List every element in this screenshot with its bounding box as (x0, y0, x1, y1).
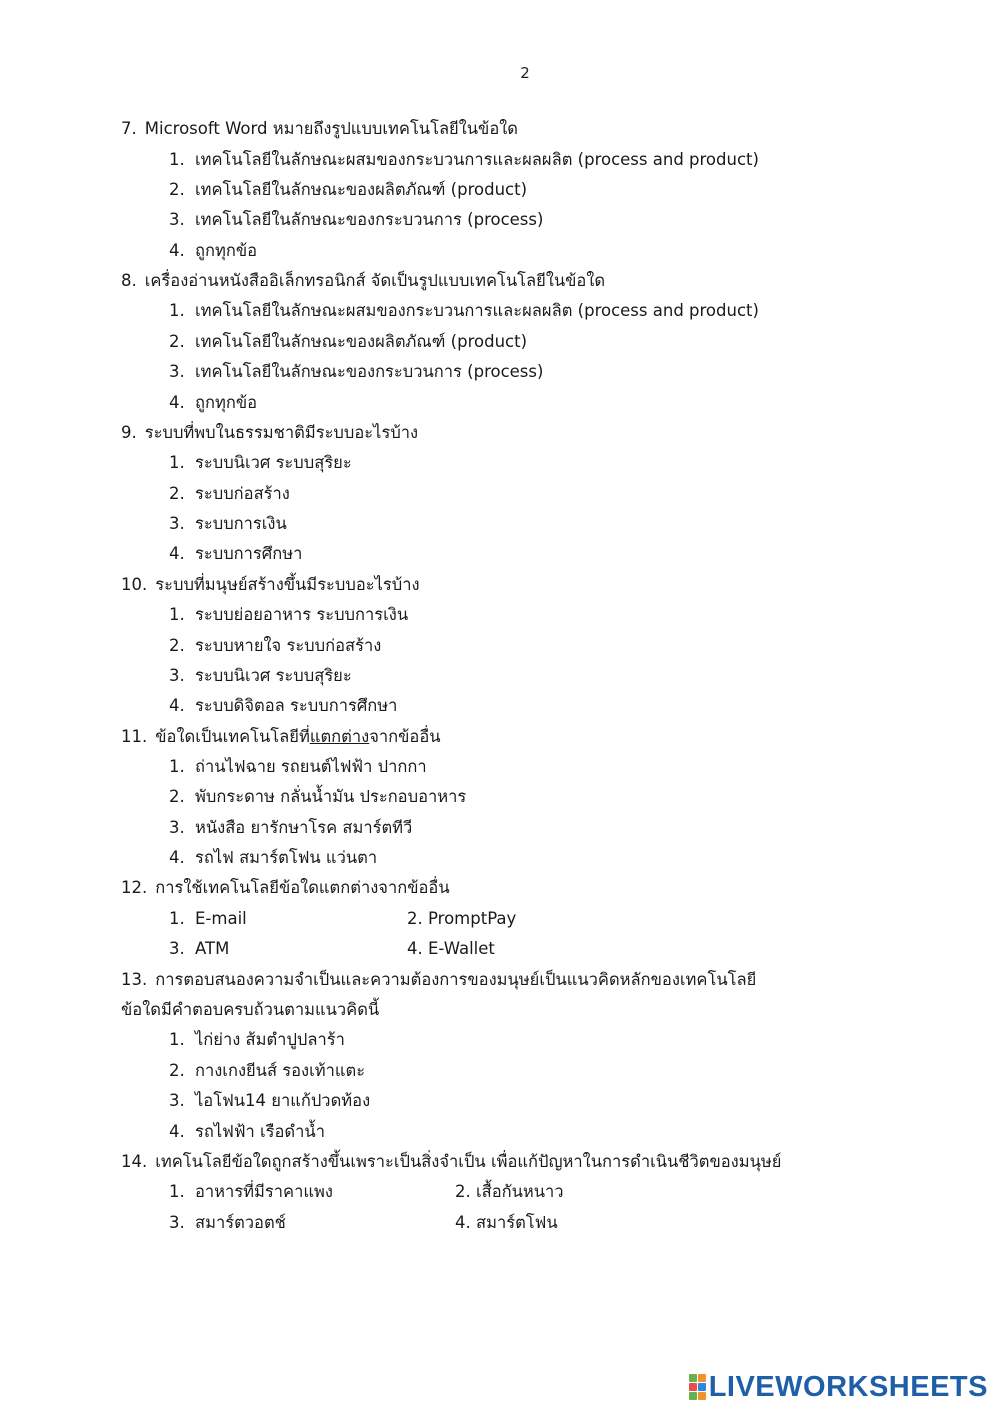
option-12-4[interactable] (407, 938, 495, 960)
option-text: ATM (195, 939, 230, 958)
option-text: ระบบหายใจ ระบบก่อสร้าง (195, 636, 382, 655)
option-text: ระบบก่อสร้าง (195, 484, 290, 503)
question-text-underlined: แตกต่าง (309, 727, 370, 746)
question-12 (121, 877, 450, 899)
option-text: สมาร์ตโฟน (476, 1213, 558, 1232)
option-text: ระบบนิเวศ ระบบสุริยะ (195, 666, 352, 685)
option-text: ไอโฟน14 ยาแก้ปวดท้อง (195, 1091, 371, 1110)
option-10-2[interactable] (169, 635, 381, 657)
option-number: 3. (169, 666, 185, 685)
question-text-after: จากข้ออื่น (369, 727, 441, 746)
option-number: 3. (169, 1091, 185, 1110)
option-number: 3. (169, 818, 185, 837)
option-text: E-mail (195, 909, 247, 928)
option-number: 1. (169, 909, 185, 928)
option-9-1[interactable] (169, 452, 352, 474)
option-number: 1. (169, 757, 185, 776)
question-number: 7. (121, 119, 137, 138)
option-text: อาหารที่มีราคาแพง (195, 1182, 333, 1201)
option-text: รถไฟฟ้า เรือดำน้ำ (195, 1122, 325, 1141)
option-number: 2. (169, 332, 185, 351)
question-11 (121, 726, 441, 748)
logo-tile-icon (698, 1374, 706, 1382)
question-number: 9. (121, 423, 137, 442)
option-number: 1. (169, 1030, 185, 1049)
option-8-1[interactable] (169, 300, 759, 322)
option-number: 3. (169, 939, 185, 958)
option-number: 1. (169, 453, 185, 472)
question-text: Microsoft Word หมายถึงรูปแบบเทคโนโลยีในข้อใด (144, 119, 519, 138)
option-text: เทคโนโลยีในลักษณะของผลิตภัณฑ์ (product) (195, 180, 528, 199)
option-text: เทคโนโลยีในลักษณะของผลิตภัณฑ์ (product) (195, 332, 528, 351)
option-number: 3. (169, 1213, 185, 1232)
question-14 (121, 1151, 781, 1173)
option-14-3[interactable] (169, 1212, 286, 1234)
logo-text: LIVEWORKSHEETS (708, 1370, 988, 1403)
question-number: 13. (121, 970, 148, 989)
option-number: 2. (169, 787, 185, 806)
option-number: 2. (169, 1061, 185, 1080)
option-12-1[interactable] (169, 908, 247, 930)
option-number: 2. (407, 909, 423, 928)
question-8 (121, 270, 605, 292)
option-number: 3. (169, 210, 185, 229)
option-text: ถูกทุกข้อ (195, 393, 258, 412)
option-text: เทคโนโลยีในลักษณะผสมของกระบวนการและผลผลิต (process and product) (195, 301, 759, 320)
option-8-3[interactable] (169, 361, 543, 383)
question-text: เทคโนโลยีข้อใดถูกสร้างขึ้นเพราะเป็นสิ่งจำเป็น เพื่อแก้ปัญหาในการดำเนินชีวิตของมนุษย์ (155, 1152, 782, 1171)
option-text: PromptPay (428, 909, 517, 928)
question-text: ข้อใดเป็นเทคโนโลยีที่ (155, 727, 310, 746)
option-8-2[interactable] (169, 331, 527, 353)
question-10 (121, 574, 420, 596)
logo-tile-icon (698, 1392, 706, 1400)
option-number: 3. (169, 514, 185, 533)
option-number: 4. (169, 696, 185, 715)
option-number: 2. (455, 1182, 471, 1201)
option-text: ระบบการศึกษา (195, 544, 303, 563)
option-text: พับกระดาษ กลั่นน้ำมัน ประกอบอาหาร (195, 787, 467, 806)
option-text: รถไฟ สมาร์ตโฟน แว่นตา (195, 848, 378, 867)
question-number: 11. (121, 727, 148, 746)
option-text: ระบบย่อยอาหาร ระบบการเงิน (195, 605, 409, 624)
option-text: หนังสือ ยารักษาโรค สมาร์ตทีวี (195, 818, 413, 837)
question-9 (121, 422, 418, 444)
option-number: 1. (169, 150, 185, 169)
option-text: ไก่ย่าง ส้มตำปูปลาร้า (195, 1030, 345, 1049)
logo-tile-icon (698, 1383, 706, 1391)
question-text: ระบบที่มนุษย์สร้างขึ้นมีระบบอะไรบ้าง (155, 575, 420, 594)
option-10-4[interactable] (169, 695, 397, 717)
question-number: 14. (121, 1152, 148, 1171)
option-number: 2. (169, 180, 185, 199)
option-number: 2. (169, 636, 185, 655)
option-10-3[interactable] (169, 665, 352, 687)
option-13-3[interactable] (169, 1090, 370, 1112)
logo-tile-icon (689, 1392, 697, 1400)
option-13-1[interactable] (169, 1029, 345, 1051)
option-text: กางเกงยีนส์ รองเท้าแตะ (195, 1061, 366, 1080)
option-7-2[interactable] (169, 179, 527, 201)
option-14-2[interactable] (455, 1181, 564, 1203)
option-number: 1. (169, 301, 185, 320)
option-number: 4. (169, 848, 185, 867)
option-7-1[interactable] (169, 149, 759, 171)
liveworksheets-logo (689, 1372, 988, 1402)
option-number: 1. (169, 605, 185, 624)
option-text: เสื้อกันหนาว (476, 1182, 564, 1201)
question-text: การใช้เทคโนโลยีข้อใดแตกต่างจากข้ออื่น (155, 878, 450, 897)
option-10-1[interactable] (169, 604, 408, 626)
question-number: 8. (121, 271, 137, 290)
option-text: ระบบการเงิน (195, 514, 287, 533)
option-12-3[interactable] (169, 938, 229, 960)
page-number: 2 (520, 64, 530, 82)
option-11-1[interactable] (169, 756, 427, 778)
question-text: เครื่องอ่านหนังสืออิเล็กทรอนิกส์ จัดเป็นรูปแบบเทคโนโลยีในข้อใด (144, 271, 606, 290)
option-text: ถูกทุกข้อ (195, 241, 258, 260)
option-number: 4. (407, 939, 423, 958)
option-number: 4. (169, 1122, 185, 1141)
option-9-4[interactable] (169, 543, 302, 565)
question-number: 12. (121, 878, 148, 897)
option-text: สมาร์ตวอตช์ (195, 1213, 286, 1232)
option-14-4[interactable] (455, 1212, 558, 1234)
option-7-3[interactable] (169, 209, 543, 231)
option-14-1[interactable] (169, 1181, 333, 1203)
option-number: 3. (169, 362, 185, 381)
logo-tile-icon (689, 1383, 697, 1391)
option-8-4[interactable] (169, 392, 257, 414)
option-text: เทคโนโลยีในลักษณะผสมของกระบวนการและผลผลิต (process and product) (195, 150, 759, 169)
question-13-line2: ข้อใดมีคำตอบครบถ้วนตามแนวคิดนี้ (121, 1000, 380, 1019)
option-text: E-Wallet (428, 939, 495, 958)
question-7 (121, 118, 518, 140)
option-number: 1. (169, 1182, 185, 1201)
question-text: การตอบสนองความจำเป็นและความต้องการของมนุษย์เป็นแนวคิดหลักของเทคโนโลยี (155, 970, 757, 989)
option-13-4[interactable] (169, 1121, 325, 1143)
option-11-2[interactable] (169, 786, 466, 808)
option-9-2[interactable] (169, 483, 290, 505)
option-number: 4. (455, 1213, 471, 1232)
logo-tile-icon (689, 1374, 697, 1382)
option-number: 2. (169, 484, 185, 503)
option-text: ระบบดิจิตอล ระบบการศึกษา (195, 696, 398, 715)
option-11-4[interactable] (169, 847, 377, 869)
option-9-3[interactable] (169, 513, 287, 535)
option-11-3[interactable] (169, 817, 412, 839)
option-13-2[interactable] (169, 1060, 365, 1082)
option-7-4[interactable] (169, 240, 257, 262)
option-text: เทคโนโลยีในลักษณะของกระบวนการ (process) (195, 362, 544, 381)
option-12-2[interactable] (407, 908, 516, 930)
logo-mark-icon (689, 1374, 706, 1400)
option-number: 4. (169, 544, 185, 563)
option-text: เทคโนโลยีในลักษณะของกระบวนการ (process) (195, 210, 544, 229)
question-number: 10. (121, 575, 148, 594)
option-text: ถ่านไฟฉาย รถยนต์ไฟฟ้า ปากกา (195, 757, 427, 776)
option-number: 4. (169, 393, 185, 412)
option-number: 4. (169, 241, 185, 260)
option-text: ระบบนิเวศ ระบบสุริยะ (195, 453, 352, 472)
question-13 (121, 969, 756, 991)
question-text: ระบบที่พบในธรรมชาติมีระบบอะไรบ้าง (144, 423, 419, 442)
